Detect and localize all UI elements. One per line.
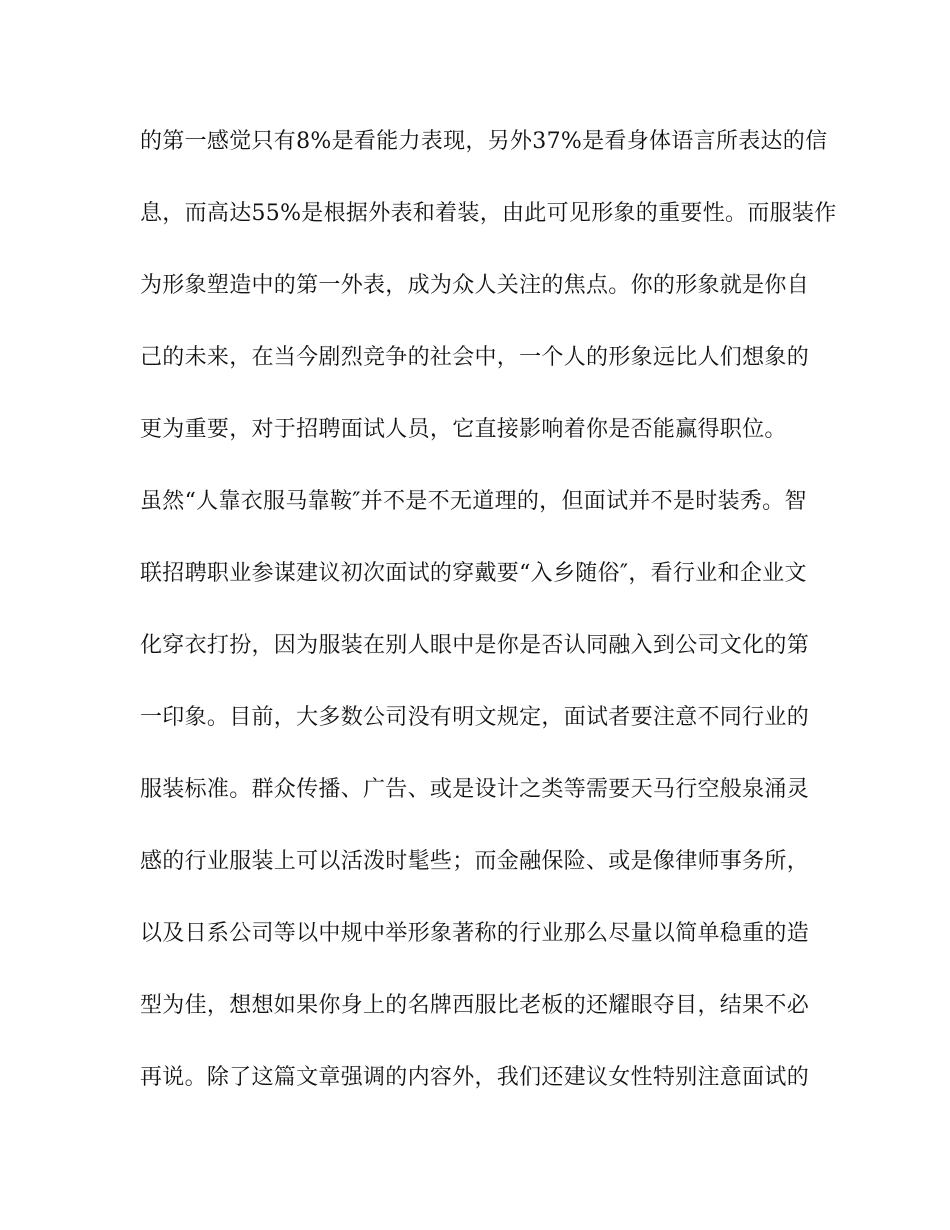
text-line-11: 感的行业服装上可以活泼时髦些；而金融保险、或是像律师事务所， (140, 849, 810, 874)
text-line-9: 一印象。目前，大多数公司没有明文规定，面试者要注意不同行业的 (140, 705, 810, 730)
text-line-5: 更为重要，对于招聘面试人员，它直接影响着你是否能赢得职位。 (140, 417, 787, 442)
body-text (140, 122, 837, 1130)
text-line-1: 的第一感觉只有8%是看能力表现，另外37%是看身体语言所表达的信 (140, 129, 828, 154)
text-line-4: 己的未来，在当今剧烈竞争的社会中，一个人的形象远比人们想象的 (140, 345, 810, 370)
text-line-8: 化穿衣打扮，因为服装在别人眼中是你是否认同融入到公司文化的第 (140, 633, 810, 658)
text-line-2: 息，而高达55%是根据外表和着装，由此可见形象的重要性。而服装作 (140, 201, 837, 226)
text-line-14: 再说。除了这篇文章强调的内容外，我们还建议女性特别注意面试的 (140, 1065, 810, 1090)
text-line-12: 以及日系公司等以中规中举形象著称的行业那么尽量以简单稳重的造 (140, 921, 810, 946)
text-line-6: 虽然“人靠衣服马靠鞍″并不是不无道理的，但面试并不是时装秀。智 (140, 489, 807, 514)
text-line-7: 联招聘职业参谋建议初次面试的穿戴要“入乡随俗″，看行业和企业文 (140, 561, 807, 586)
text-line-10: 服装标准。群众传播、广告、或是设计之类等需要天马行空般泉涌灵 (140, 777, 810, 802)
text-line-3: 为形象塑造中的第一外表，成为众人关注的焦点。你的形象就是你自 (140, 273, 810, 298)
text-line-13: 型为佳，想想如果你身上的名牌西服比老板的还耀眼夺目，结果不必 (140, 993, 810, 1018)
